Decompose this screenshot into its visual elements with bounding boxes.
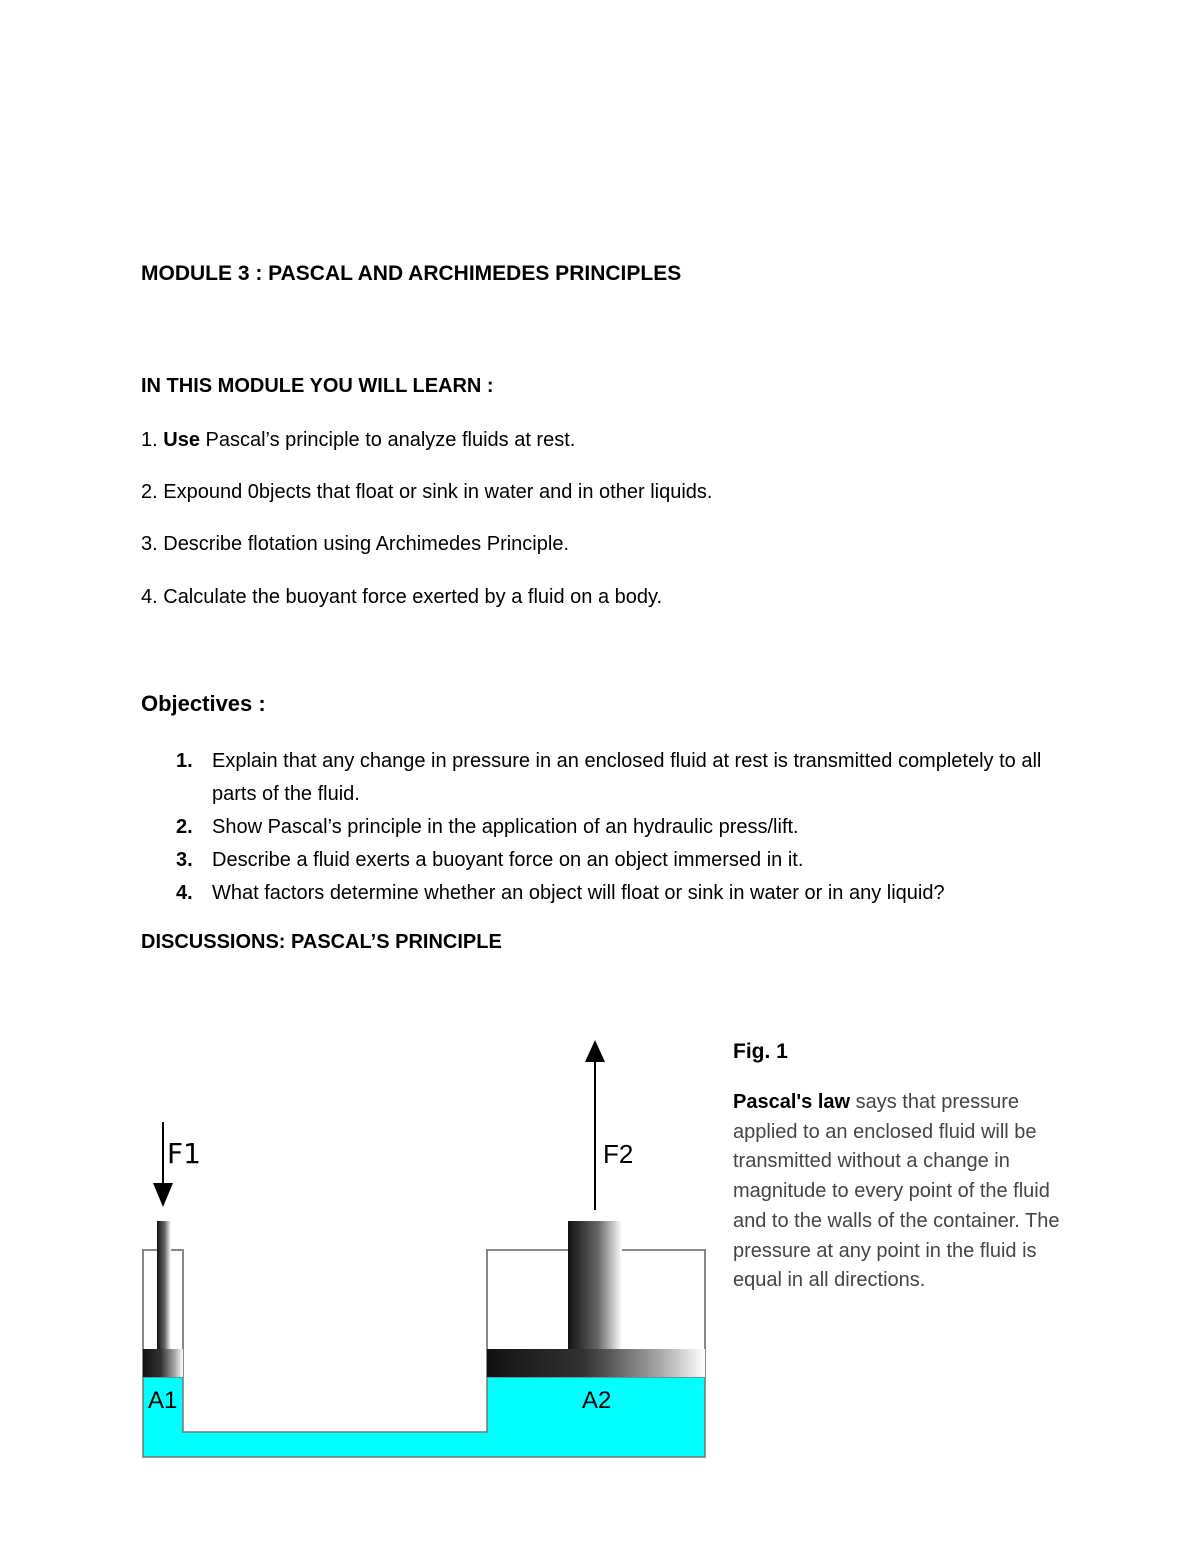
figure-caption bbox=[733, 1038, 1073, 1296]
objective-item-2 bbox=[141, 811, 1071, 844]
learn-item-4 bbox=[141, 585, 662, 609]
large-piston-rod bbox=[568, 1221, 622, 1349]
learn-item-number: 2. bbox=[141, 481, 158, 503]
caption-paragraph bbox=[733, 1088, 1073, 1296]
a1-label: A1 bbox=[148, 1387, 178, 1414]
figure-label: Fig. 1 bbox=[733, 1040, 788, 1063]
objective-number: 2. bbox=[176, 816, 193, 838]
learn-heading: IN THIS MODULE YOU WILL LEARN : bbox=[141, 375, 494, 397]
learn-item-lead: Use bbox=[163, 429, 200, 451]
learn-item-text: Expound 0bjects that float or sink in water and in other liquids. bbox=[157, 481, 713, 503]
learn-item-number: 1. bbox=[141, 429, 158, 451]
learn-item-text: Pascal’s principle to analyze fluids at rest. bbox=[199, 429, 576, 451]
learn-item-number: 3. bbox=[141, 533, 158, 555]
learn-item-text: Describe flotation using Archimedes Principle. bbox=[157, 533, 569, 555]
objective-number: 4. bbox=[176, 882, 193, 904]
objective-text: Explain that any change in pressure in an enclosed fluid at rest is transmitted completely to all parts of the fluid. bbox=[212, 750, 1042, 805]
objective-number: 1. bbox=[176, 750, 193, 772]
small-piston-plate bbox=[143, 1349, 183, 1377]
arrow-up-icon bbox=[585, 1040, 605, 1062]
fluid bbox=[143, 1377, 705, 1457]
learn-item-text: Calculate the buoyant force exerted by a fluid on a body. bbox=[157, 586, 663, 608]
objectives-heading: Objectives : bbox=[141, 691, 266, 716]
f1-label: F1 bbox=[167, 1137, 201, 1170]
hydraulic-press-figure bbox=[130, 1030, 720, 1470]
learn-item-2 bbox=[141, 480, 712, 504]
f2-label: F2 bbox=[603, 1139, 634, 1169]
objective-text: Show Pascal’s principle in the application of an hydraulic press/lift. bbox=[212, 816, 799, 838]
objective-text: What factors determine whether an object will float or sink in water or in any liquid? bbox=[212, 882, 945, 904]
objective-item-3 bbox=[141, 844, 1071, 877]
learn-item-number: 4. bbox=[141, 586, 158, 608]
law-name: Pascal's law bbox=[733, 1091, 851, 1113]
arrow-down-icon bbox=[153, 1183, 173, 1207]
learn-item-3 bbox=[141, 532, 569, 556]
objective-number: 3. bbox=[176, 849, 193, 871]
a2-label: A2 bbox=[582, 1387, 612, 1414]
caption-text: says that pressure applied to an enclosed fluid will be transmitted without a change in magnitude to every point of the fluid and to the walls of the container. The pressure at any point in the fluid is equal in all directions. bbox=[733, 1091, 1060, 1292]
objectives-list bbox=[141, 745, 1071, 910]
objective-text: Describe a fluid exerts a buoyant force on an object immersed in it. bbox=[212, 849, 804, 871]
large-piston-plate bbox=[487, 1349, 705, 1377]
learn-item-1 bbox=[141, 428, 575, 452]
small-piston-rod bbox=[157, 1221, 171, 1349]
objective-item-1 bbox=[141, 745, 1071, 811]
module-title: MODULE 3 : PASCAL AND ARCHIMEDES PRINCIPLES bbox=[141, 262, 682, 285]
discussion-heading: DISCUSSIONS: PASCAL’S PRINCIPLE bbox=[141, 931, 502, 953]
objective-item-4 bbox=[141, 877, 1071, 910]
